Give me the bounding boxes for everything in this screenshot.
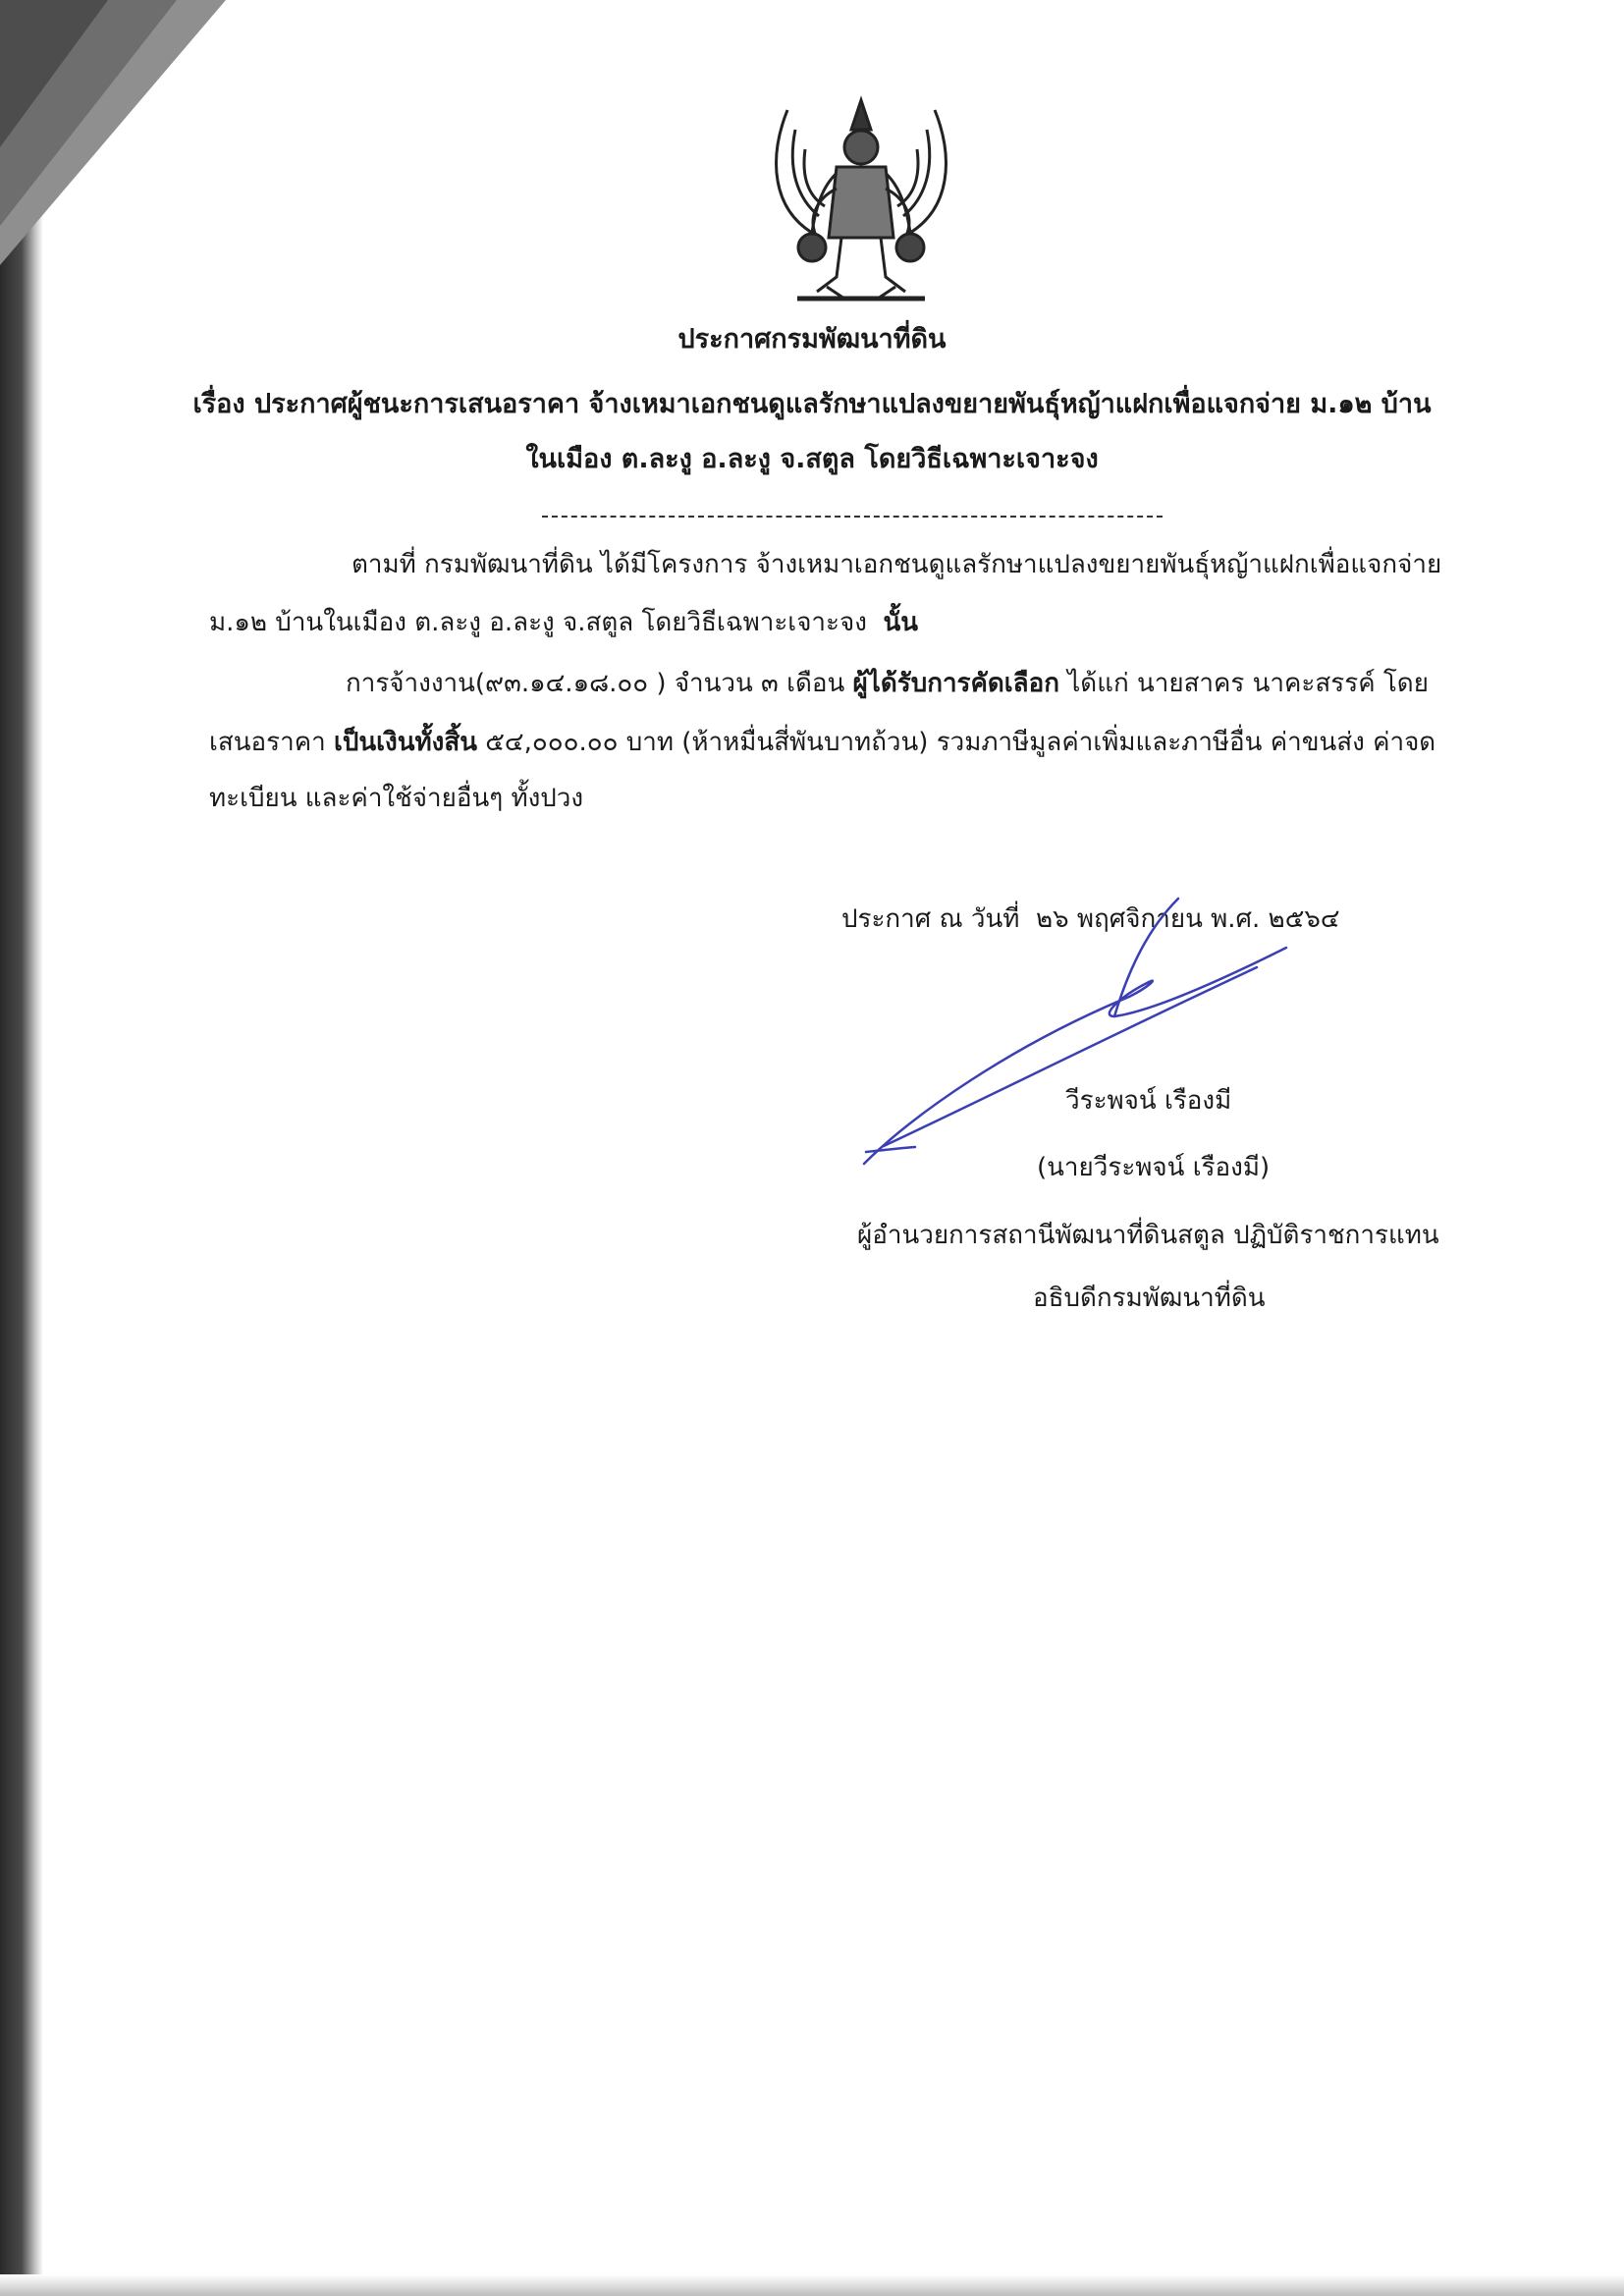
paragraph-2-line-1-rest: ได้แก่ นายสาคร นาคะสรรค์ โดย	[1067, 669, 1429, 698]
subject-line-1-text: จ้างเหมาเอกชนดูแลรักษาแปลงขยายพันธุ์หญ้าแฝกเพื่อแจกจ่าย ม.๑๒ บ้าน	[579, 389, 1432, 419]
garuda-emblem-icon	[758, 90, 964, 318]
divider	[542, 516, 1163, 518]
paragraph-1-end: นั้น	[883, 608, 918, 637]
paragraph-1-line-1: ตามที่ กรมพัฒนาที่ดิน ได้มีโครงการ จ้างเหมาเอกชนดูแลรักษาแปลงขยายพันธุ์หญ้าแฝกเพื่อแจกจ่าย	[352, 550, 1442, 579]
selected-label: ผู้ได้รับการคัดเลือก	[852, 669, 1059, 698]
subject-prefix: เรื่อง ประกาศผู้ชนะการเสนอราคา	[192, 389, 580, 419]
paragraph-1-line-2	[209, 605, 918, 640]
paragraph-1-line-2-text: ม.๑๒ บ้านในเมือง ต.ละงู อ.ละงู จ.สตูล โดยวิธีเฉพาะเจาะจง	[209, 608, 867, 637]
subject-line-2: ในเมือง ต.ละงู อ.ละงู จ.สตูล โดยวิธีเฉพาะเจาะจง	[525, 444, 1099, 474]
paragraph-2-line-1-text: การจ้างงาน(๙๓.๑๔.๑๘.๐๐ ) จำนวน ๓ เดือน	[346, 669, 845, 698]
signer-title-line-1: ผู้อำนวยการสถานีพัฒนาที่ดินสตูล ปฏิบัติราชการแทน	[857, 1221, 1439, 1250]
total-label: เป็นเงินทั้งสิ้น	[333, 728, 477, 757]
paragraph-2-line-3: ทะเบียน และค่าใช้จ่ายอื่นๆ ทั้งปวง	[209, 784, 584, 813]
scan-bottom-edge	[0, 2274, 1624, 2296]
announce-label: ประกาศ ณ วันที่	[841, 904, 1020, 934]
paragraph-2-line-2-rest: ๕๔,๐๐๐.๐๐ บาท (ห้าหมื่นสี่พันบาทถ้วน) รวมภาษีมูลค่าเพิ่มและภาษีอื่น ค่าขนส่ง ค่าจด	[485, 728, 1436, 757]
paragraph-2-line-2	[209, 725, 1435, 760]
agency-heading: ประกาศกรมพัฒนาที่ดิน	[677, 324, 947, 355]
signer-full-name: (นายวีระพจน์ เรืองมี)	[1037, 1153, 1271, 1182]
signer-title-line-2: อธิบดีกรมพัฒนาที่ดิน	[1033, 1284, 1266, 1313]
scan-fold-corner	[0, 0, 226, 265]
signer-name: วีระพจน์ เรืองมี	[1065, 1086, 1232, 1116]
announce-date: ๒๖ พฤศจิกายน พ.ศ. ๒๕๖๔	[1035, 904, 1340, 934]
paragraph-2-line-2-text: เสนอราคา	[209, 728, 326, 757]
signature-icon	[854, 889, 1306, 1174]
paragraph-2-line-1	[346, 666, 1429, 701]
subject-line-1	[0, 387, 1624, 422]
